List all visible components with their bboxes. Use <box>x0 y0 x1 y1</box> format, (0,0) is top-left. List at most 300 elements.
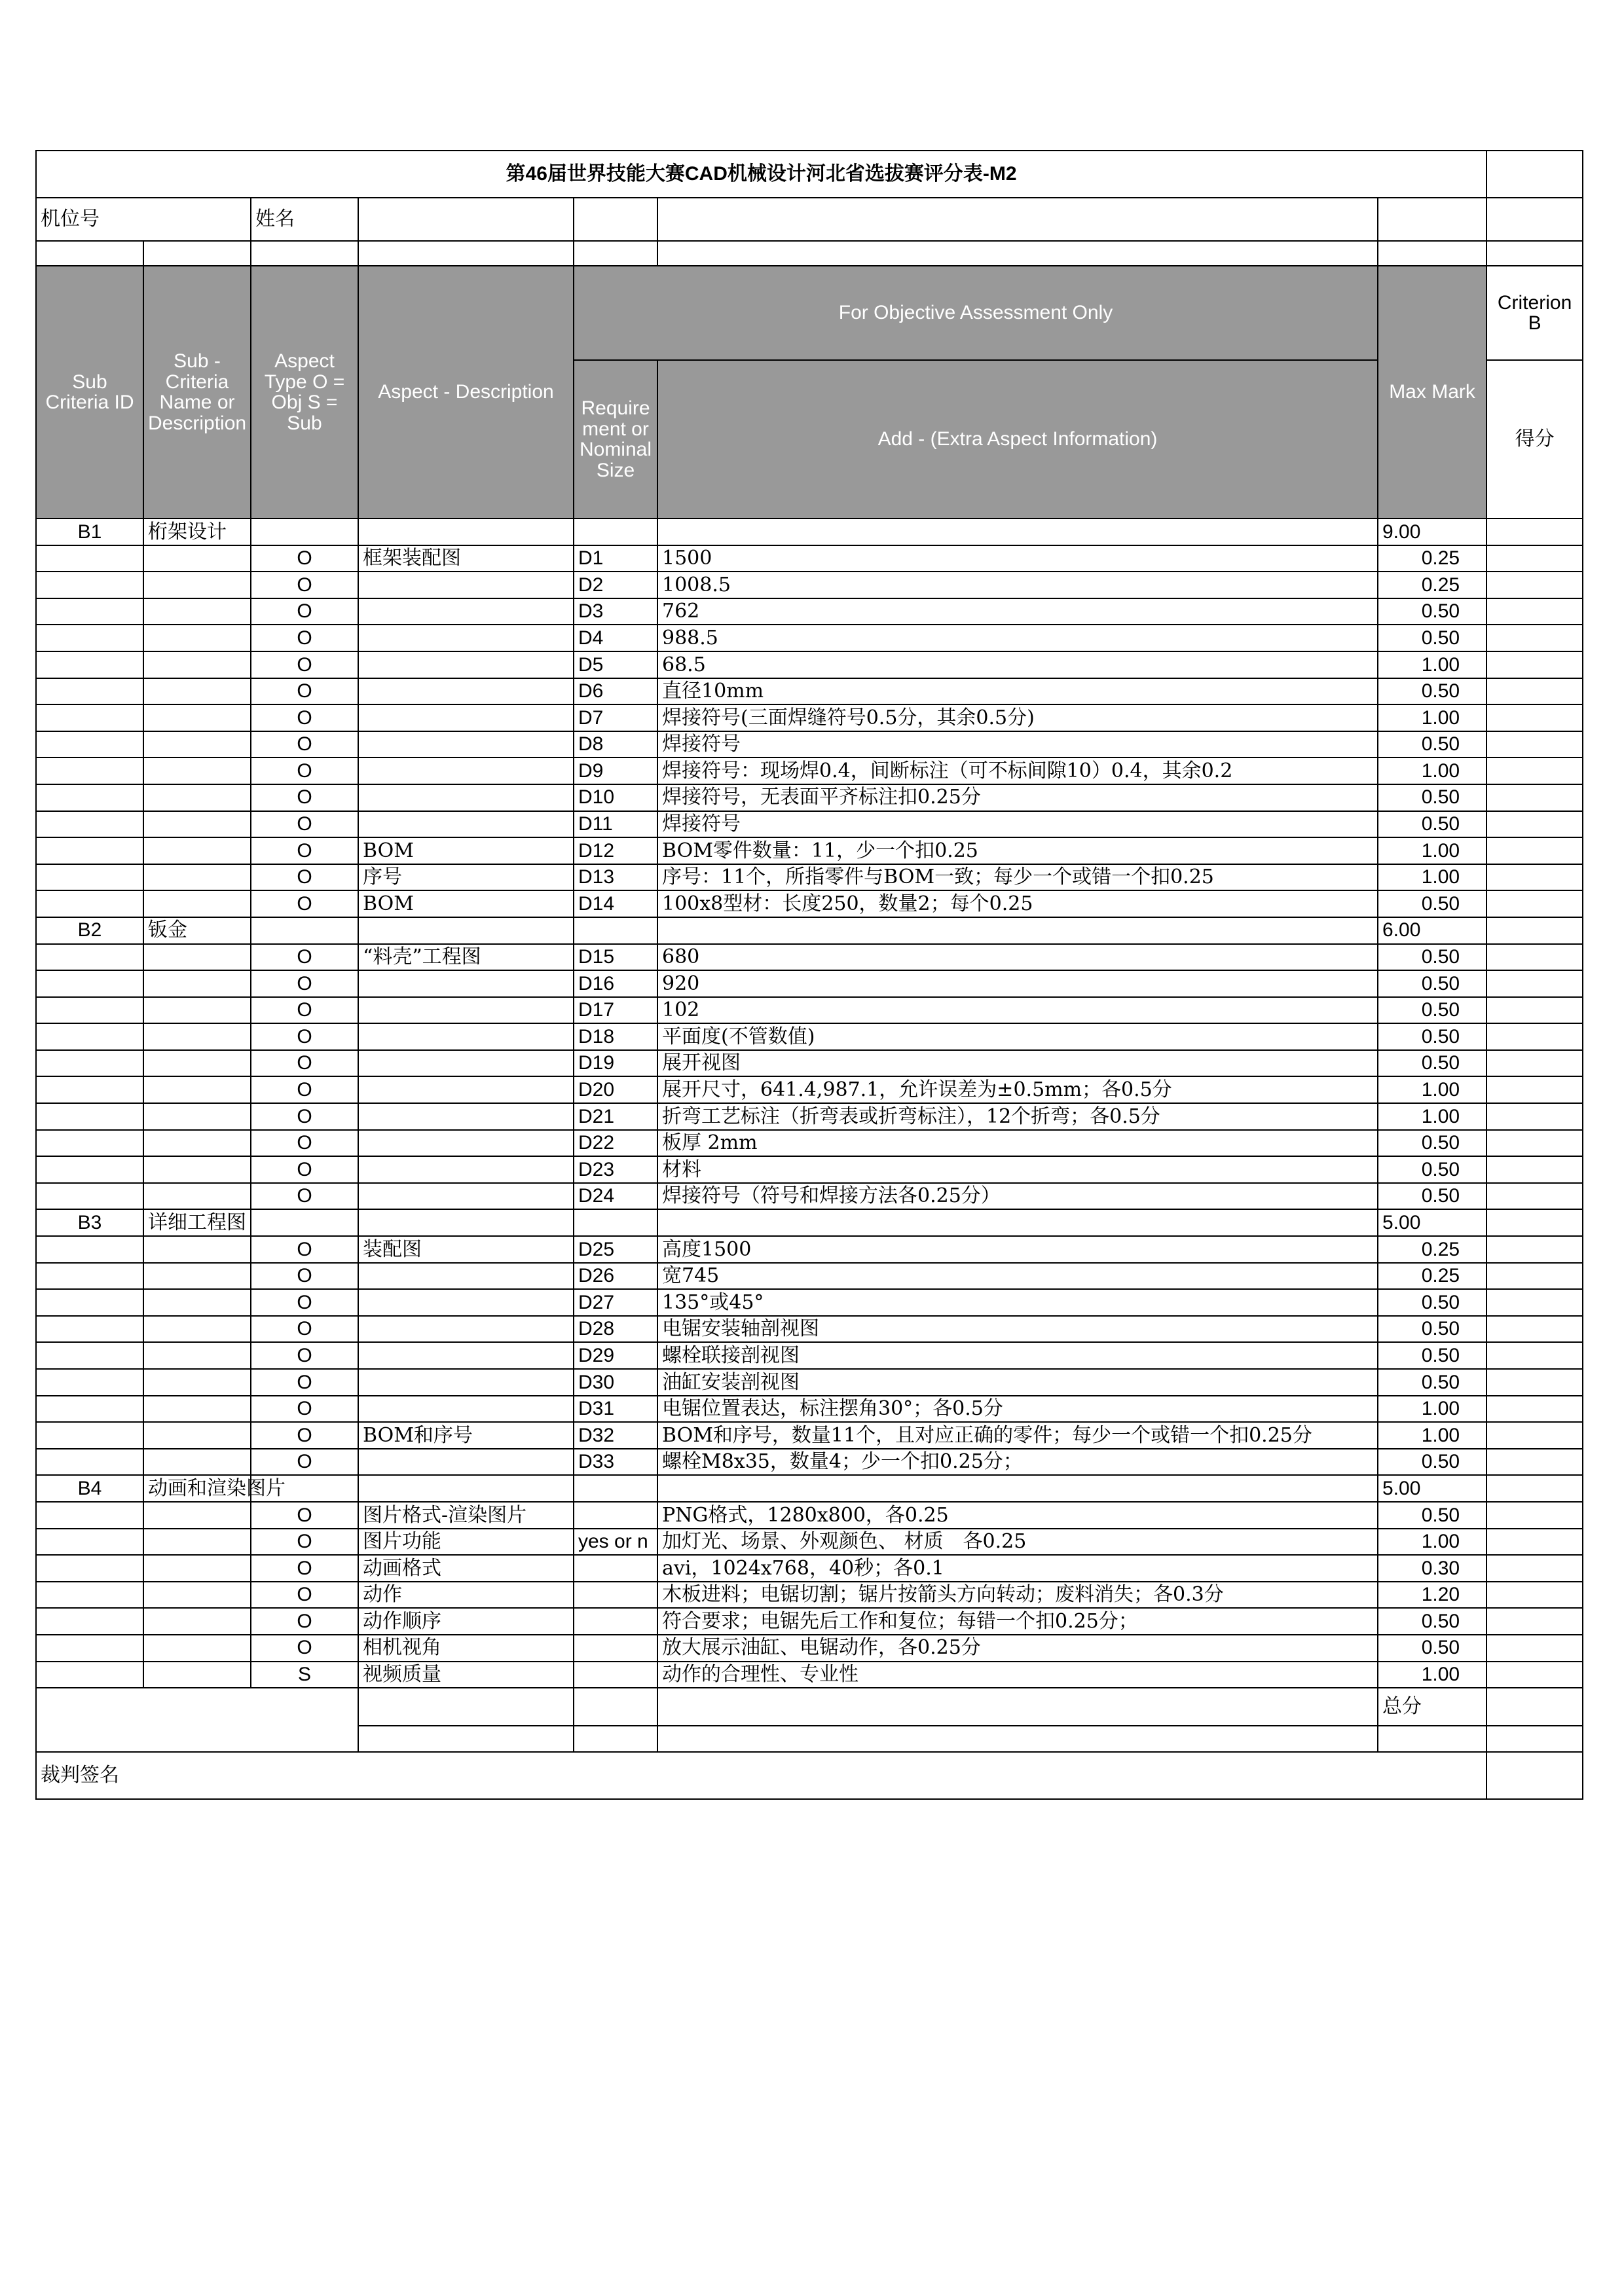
aspect-type-cell: O <box>251 1369 358 1396</box>
aspect-description-cell <box>358 1316 574 1343</box>
extra-info-cell: 油缸安装剖视图 <box>657 1369 1378 1396</box>
aspect-row <box>36 598 1583 625</box>
aspect-row <box>36 572 1583 598</box>
aspect-description-cell <box>358 917 574 944</box>
requirement-cell: D11 <box>574 811 657 838</box>
aspect-description-cell <box>358 519 574 545</box>
max-mark-cell: 5.00 <box>1378 1209 1486 1236</box>
score-input-cell[interactable] <box>1486 1608 1583 1635</box>
max-mark-cell: 1.00 <box>1378 837 1486 864</box>
requirement-cell <box>574 1502 657 1529</box>
score-input-cell[interactable] <box>1486 1369 1583 1396</box>
blank-cell <box>657 1726 1378 1752</box>
sub-criteria-id-cell <box>36 598 143 625</box>
aspect-description-cell: 视频质量 <box>358 1662 574 1688</box>
aspect-row <box>36 651 1583 678</box>
max-mark-cell: 1.00 <box>1378 1396 1486 1423</box>
sub-criteria-id-cell <box>36 1156 143 1183</box>
aspect-description-cell <box>358 678 574 705</box>
extra-info-cell: 100x8型材：长度250，数量2；每个0.25 <box>657 890 1378 917</box>
extra-info-cell: 折弯工艺标注（折弯表或折弯标注），12个折弯；各0.5分 <box>657 1103 1378 1130</box>
aspect-row <box>36 1529 1583 1556</box>
max-mark-cell: 0.50 <box>1378 731 1486 758</box>
score-input-cell[interactable] <box>1486 1529 1583 1556</box>
score-input-cell[interactable] <box>1486 1449 1583 1476</box>
aspect-type-cell: O <box>251 970 358 997</box>
extra-info-cell: 1500 <box>657 545 1378 572</box>
sub-criteria-name-cell <box>143 1289 251 1316</box>
extra-info-cell: 焊接符号 <box>657 811 1378 838</box>
requirement-cell <box>574 1582 657 1609</box>
score-input-cell[interactable] <box>1486 1396 1583 1423</box>
blank-cell <box>657 1688 1378 1726</box>
requirement-cell <box>574 519 657 545</box>
sub-criteria-id-cell <box>36 1608 143 1635</box>
aspect-description-cell <box>358 1209 574 1236</box>
aspect-row <box>36 890 1583 917</box>
extra-info-cell: 988.5 <box>657 625 1378 651</box>
blank-cell <box>1378 1726 1486 1752</box>
sub-criteria-name-cell <box>143 1076 251 1103</box>
blank-cell <box>36 241 143 266</box>
sub-criteria-name-cell <box>143 1635 251 1662</box>
sub-criteria-id-cell <box>36 811 143 838</box>
requirement-cell: D15 <box>574 944 657 971</box>
requirement-cell: D8 <box>574 731 657 758</box>
sub-criteria-id-cell <box>36 1635 143 1662</box>
sub-criteria-name-cell <box>143 1236 251 1263</box>
sheet-title: 第46届世界技能大赛CAD机械设计河北省选拔赛评分表-M2 <box>36 151 1486 198</box>
sub-criteria-name-cell <box>143 1449 251 1476</box>
aspect-type-cell: O <box>251 997 358 1024</box>
score-input-cell[interactable] <box>1486 837 1583 864</box>
aspect-row <box>36 1156 1583 1183</box>
extra-info-cell: 135°或45° <box>657 1289 1378 1316</box>
max-mark-cell: 0.50 <box>1378 970 1486 997</box>
aspect-row <box>36 1236 1583 1263</box>
sub-criteria-id-cell <box>36 1130 143 1157</box>
score-input-cell[interactable] <box>1486 1475 1583 1502</box>
blank-cell <box>1378 241 1486 266</box>
aspect-type-cell: O <box>251 598 358 625</box>
max-mark-cell: 5.00 <box>1378 1475 1486 1502</box>
aspect-description-cell <box>358 1023 574 1050</box>
extra-info-cell: 螺栓M8x35，数量4；少一个扣0.25分； <box>657 1449 1378 1476</box>
header-aspect-type: Aspect Type O = Obj S = Sub <box>251 266 358 519</box>
sub-criteria-id-cell <box>36 625 143 651</box>
score-input-cell[interactable] <box>1486 1023 1583 1050</box>
max-mark-cell: 0.50 <box>1378 997 1486 1024</box>
requirement-cell: D1 <box>574 545 657 572</box>
blank-cell <box>657 241 1378 266</box>
max-mark-cell: 6.00 <box>1378 917 1486 944</box>
requirement-cell <box>574 1555 657 1582</box>
requirement-cell: D19 <box>574 1050 657 1077</box>
sub-criteria-name-cell <box>143 1183 251 1210</box>
score-input-cell[interactable] <box>1486 1263 1583 1290</box>
sub-criteria-name-cell: 详细工程图 <box>143 1209 251 1236</box>
aspect-row <box>36 1076 1583 1103</box>
sub-criteria-id-cell <box>36 731 143 758</box>
score-input-cell[interactable] <box>1486 678 1583 705</box>
sub-criteria-id-cell <box>36 997 143 1024</box>
score-input-cell[interactable] <box>1486 731 1583 758</box>
sub-criteria-name-cell <box>143 997 251 1024</box>
score-input-cell[interactable] <box>1486 1316 1583 1343</box>
aspect-description-cell <box>358 997 574 1024</box>
sub-criteria-id-cell <box>36 1023 143 1050</box>
score-input-cell[interactable] <box>1486 890 1583 917</box>
aspect-type-cell: O <box>251 890 358 917</box>
aspect-row <box>36 1369 1583 1396</box>
header-objective-only: For Objective Assessment Only <box>574 266 1378 360</box>
title-blank-cell <box>1486 151 1583 198</box>
max-mark-cell: 1.00 <box>1378 1529 1486 1556</box>
sub-criteria-id-cell <box>36 1183 143 1210</box>
score-input-cell[interactable] <box>1486 1289 1583 1316</box>
aspect-type-cell: O <box>251 757 358 784</box>
extra-info-cell: 高度1500 <box>657 1236 1378 1263</box>
sub-criteria-name-cell <box>143 1316 251 1343</box>
score-input-cell[interactable] <box>1486 704 1583 731</box>
aspect-row <box>36 1555 1583 1582</box>
score-input-cell[interactable] <box>1486 545 1583 572</box>
aspect-description-cell: 相机视角 <box>358 1635 574 1662</box>
header-score: 得分 <box>1486 360 1583 519</box>
aspect-description-cell: 装配图 <box>358 1236 574 1263</box>
aspect-type-cell: O <box>251 1076 358 1103</box>
max-mark-cell: 0.50 <box>1378 625 1486 651</box>
aspect-type-cell: O <box>251 1316 358 1343</box>
aspect-row <box>36 625 1583 651</box>
extra-info-cell: 焊接符号 <box>657 731 1378 758</box>
max-mark-cell: 1.00 <box>1378 757 1486 784</box>
requirement-cell <box>574 1662 657 1688</box>
aspect-description-cell <box>358 1449 574 1476</box>
score-input-cell[interactable] <box>1486 572 1583 598</box>
score-input-cell[interactable] <box>1486 864 1583 891</box>
score-input-cell[interactable] <box>1486 1502 1583 1529</box>
blank-cell <box>143 241 251 266</box>
seat-number-label: 机位号 <box>36 198 251 241</box>
sub-criteria-id-cell <box>36 890 143 917</box>
header-extra-info: Add - (Extra Aspect Information) <box>657 360 1378 519</box>
aspect-description-cell: “料壳”工程图 <box>358 944 574 971</box>
extra-info-cell: 焊接符号，无表面平齐标注扣0.25分 <box>657 784 1378 811</box>
sub-criteria-id-cell <box>36 757 143 784</box>
max-mark-cell: 1.00 <box>1378 1076 1486 1103</box>
sub-criteria-name-cell <box>143 1396 251 1423</box>
extra-info-cell: 平面度(不管数值) <box>657 1023 1378 1050</box>
name-input-cell[interactable] <box>358 198 574 241</box>
aspect-type-cell: O <box>251 1635 358 1662</box>
score-input-cell[interactable] <box>1486 1635 1583 1662</box>
requirement-cell: D4 <box>574 625 657 651</box>
score-input-cell[interactable] <box>1486 1183 1583 1210</box>
score-input-cell[interactable] <box>1486 1662 1583 1688</box>
aspect-type-cell: O <box>251 1342 358 1369</box>
aspect-row <box>36 1103 1583 1130</box>
aspect-description-cell <box>358 1050 574 1077</box>
max-mark-cell: 1.00 <box>1378 1422 1486 1449</box>
score-input-cell[interactable] <box>1486 944 1583 971</box>
sub-criteria-id-cell <box>36 1263 143 1290</box>
header-criterion: Criterion B <box>1486 266 1583 360</box>
sub-criteria-id-cell: B1 <box>36 519 143 545</box>
extra-info-cell: avi，1024x768，40秒；各0.1 <box>657 1555 1378 1582</box>
score-input-cell[interactable] <box>1486 1582 1583 1609</box>
aspect-row <box>36 944 1583 971</box>
score-input-cell[interactable] <box>1486 1076 1583 1103</box>
aspect-row <box>36 1130 1583 1157</box>
aspect-description-cell <box>358 970 574 997</box>
score-input-cell[interactable] <box>1486 1130 1583 1157</box>
sub-criteria-id-cell <box>36 545 143 572</box>
sub-criteria-id-cell <box>36 1236 143 1263</box>
aspect-row <box>36 1502 1583 1529</box>
score-input-cell[interactable] <box>1486 1103 1583 1130</box>
score-input-cell[interactable] <box>1486 651 1583 678</box>
extra-info-cell: BOM零件数量：11，少一个扣0.25 <box>657 837 1378 864</box>
max-mark-cell: 0.50 <box>1378 1023 1486 1050</box>
score-input-cell[interactable] <box>1486 1209 1583 1236</box>
aspect-row <box>36 1183 1583 1210</box>
aspect-row <box>36 784 1583 811</box>
blank-cell <box>1378 198 1486 241</box>
aspect-row <box>36 1608 1583 1635</box>
score-input-cell[interactable] <box>1486 757 1583 784</box>
aspect-description-cell <box>358 757 574 784</box>
aspect-description-cell: 动作 <box>358 1582 574 1609</box>
score-input-cell[interactable] <box>1486 1050 1583 1077</box>
aspect-type-cell <box>251 519 358 545</box>
sub-criteria-name-cell <box>143 784 251 811</box>
max-mark-cell: 0.50 <box>1378 944 1486 971</box>
sub-criteria-id-cell <box>36 1662 143 1688</box>
sub-criteria-name-cell <box>143 1529 251 1556</box>
sub-criteria-id-cell <box>36 1502 143 1529</box>
aspect-type-cell: O <box>251 1608 358 1635</box>
extra-info-cell: PNG格式，1280x800，各0.25 <box>657 1502 1378 1529</box>
aspect-row <box>36 704 1583 731</box>
sub-criteria-id-cell <box>36 1342 143 1369</box>
extra-info-cell: 序号：11个，所指零件与BOM一致；每少一个或错一个扣0.25 <box>657 864 1378 891</box>
requirement-cell: D27 <box>574 1289 657 1316</box>
score-input-cell[interactable] <box>1486 519 1583 545</box>
aspect-row <box>36 1263 1583 1290</box>
max-mark-cell: 0.25 <box>1378 1236 1486 1263</box>
requirement-cell: D12 <box>574 837 657 864</box>
max-mark-cell: 1.20 <box>1378 1582 1486 1609</box>
sub-criteria-name-cell <box>143 1130 251 1157</box>
sub-criteria-name-cell <box>143 678 251 705</box>
aspect-row <box>36 1582 1583 1609</box>
score-input-cell[interactable] <box>1486 784 1583 811</box>
sub-criteria-name-cell <box>143 572 251 598</box>
aspect-row <box>36 545 1583 572</box>
requirement-cell: D23 <box>574 1156 657 1183</box>
aspect-description-cell: 框架装配图 <box>358 545 574 572</box>
judge-signature-input[interactable] <box>1486 1752 1583 1799</box>
score-input-cell[interactable] <box>1486 1236 1583 1263</box>
max-mark-cell: 0.50 <box>1378 1289 1486 1316</box>
requirement-cell: D10 <box>574 784 657 811</box>
sub-criteria-name-cell <box>143 1608 251 1635</box>
aspect-description-cell <box>358 1130 574 1157</box>
blank-cell <box>574 1726 657 1752</box>
score-input-cell[interactable] <box>1486 1555 1583 1582</box>
sub-criteria-name-cell <box>143 1502 251 1529</box>
score-input-cell[interactable] <box>1486 970 1583 997</box>
sub-criteria-id-cell <box>36 864 143 891</box>
max-mark-cell: 1.00 <box>1378 864 1486 891</box>
sub-criteria-id-cell <box>36 784 143 811</box>
extra-info-cell: 放大展示油缸、电锯动作，各0.25分 <box>657 1635 1378 1662</box>
requirement-cell: D28 <box>574 1316 657 1343</box>
max-mark-cell: 0.25 <box>1378 572 1486 598</box>
extra-info-cell: 680 <box>657 944 1378 971</box>
sub-criteria-name-cell <box>143 704 251 731</box>
requirement-cell: D3 <box>574 598 657 625</box>
extra-info-cell: 68.5 <box>657 651 1378 678</box>
requirement-cell: D16 <box>574 970 657 997</box>
aspect-row <box>36 678 1583 705</box>
sub-criteria-name-cell <box>143 731 251 758</box>
aspect-type-cell: O <box>251 572 358 598</box>
aspect-row <box>36 1316 1583 1343</box>
extra-info-cell: 1008.5 <box>657 572 1378 598</box>
max-mark-cell: 0.50 <box>1378 1369 1486 1396</box>
aspect-type-cell: O <box>251 1156 358 1183</box>
blank-cell <box>657 198 1378 241</box>
blank-cell <box>574 1688 657 1726</box>
requirement-cell: D25 <box>574 1236 657 1263</box>
aspect-description-cell: 图片格式-渲染图片 <box>358 1502 574 1529</box>
scoring-sheet <box>35 150 1583 1800</box>
blank-cell <box>358 1688 574 1726</box>
aspect-description-cell: 图片功能 <box>358 1529 574 1556</box>
extra-info-cell: 焊接符号：现场焊0.4，间断标注（可不标间隙10）0.4，其余0.2 <box>657 757 1378 784</box>
score-input-cell[interactable] <box>1486 811 1583 838</box>
requirement-cell: yes or n <box>574 1529 657 1556</box>
aspect-row <box>36 1449 1583 1476</box>
aspect-row <box>36 1422 1583 1449</box>
aspect-description-cell: BOM和序号 <box>358 1422 574 1449</box>
max-mark-cell: 1.00 <box>1378 651 1486 678</box>
sub-criteria-id-cell <box>36 1396 143 1423</box>
header-sub-criteria-id: Sub Criteria ID <box>36 266 143 519</box>
aspect-type-cell: O <box>251 1023 358 1050</box>
aspect-type-cell <box>251 917 358 944</box>
score-input-cell[interactable] <box>1486 1342 1583 1369</box>
extra-info-cell: 焊接符号（符号和焊接方法各0.25分） <box>657 1183 1378 1210</box>
extra-info-cell: 762 <box>657 598 1378 625</box>
aspect-description-cell <box>358 1342 574 1369</box>
aspect-type-cell: O <box>251 1396 358 1423</box>
requirement-cell: D7 <box>574 704 657 731</box>
requirement-cell <box>574 1608 657 1635</box>
aspect-description-cell <box>358 598 574 625</box>
max-mark-cell: 0.25 <box>1378 545 1486 572</box>
sub-criteria-id-cell <box>36 970 143 997</box>
extra-info-cell: 板厚 2mm <box>657 1130 1378 1157</box>
aspect-type-cell: O <box>251 1289 358 1316</box>
aspect-description-cell <box>358 731 574 758</box>
aspect-row <box>36 837 1583 864</box>
header-requirement: Requirement or Nominal Size <box>574 360 657 519</box>
blank-cell <box>1486 1726 1583 1752</box>
extra-info-cell: 直径10mm <box>657 678 1378 705</box>
aspect-description-cell: 动画格式 <box>358 1555 574 1582</box>
requirement-cell: D14 <box>574 890 657 917</box>
aspect-row <box>36 1342 1583 1369</box>
requirement-cell: D5 <box>574 651 657 678</box>
sub-criteria-name-cell <box>143 1422 251 1449</box>
sub-criteria-name-cell <box>143 811 251 838</box>
max-mark-cell: 9.00 <box>1378 519 1486 545</box>
aspect-row <box>36 1289 1583 1316</box>
requirement-cell: D29 <box>574 1342 657 1369</box>
extra-info-cell: 102 <box>657 997 1378 1024</box>
sub-criteria-id-cell: B2 <box>36 917 143 944</box>
aspect-type-cell: O <box>251 864 358 891</box>
extra-info-cell: 电锯安装轴剖视图 <box>657 1316 1378 1343</box>
score-input-cell[interactable] <box>1486 917 1583 944</box>
score-input-cell[interactable] <box>1486 1156 1583 1183</box>
sub-criteria-id-cell <box>36 837 143 864</box>
aspect-type-cell: O <box>251 1183 358 1210</box>
blank-cell <box>1486 198 1583 241</box>
sub-criteria-name-cell <box>143 970 251 997</box>
sub-criteria-row <box>36 917 1583 944</box>
sub-criteria-id-cell <box>36 678 143 705</box>
blank-cell <box>358 241 574 266</box>
requirement-cell: D20 <box>574 1076 657 1103</box>
aspect-type-cell: O <box>251 1555 358 1582</box>
aspect-type-cell: O <box>251 1263 358 1290</box>
blank-cell <box>358 1726 574 1752</box>
extra-info-cell: 材料 <box>657 1156 1378 1183</box>
score-input-cell[interactable] <box>1486 598 1583 625</box>
requirement-cell <box>574 917 657 944</box>
score-input-cell[interactable] <box>1486 1422 1583 1449</box>
aspect-description-cell <box>358 704 574 731</box>
max-mark-cell: 1.00 <box>1378 1662 1486 1688</box>
requirement-cell: D6 <box>574 678 657 705</box>
max-mark-cell: 0.50 <box>1378 1608 1486 1635</box>
sub-criteria-name-cell <box>143 598 251 625</box>
total-score-label: 总分 <box>1378 1688 1486 1726</box>
sub-criteria-id-cell <box>36 1555 143 1582</box>
sub-criteria-name-cell: 动画和渲染图片 <box>143 1475 251 1502</box>
header-aspect-description: Aspect - Description <box>358 266 574 519</box>
sub-criteria-name-cell <box>143 1582 251 1609</box>
sub-criteria-id-cell <box>36 1582 143 1609</box>
blank-cell <box>574 198 657 241</box>
aspect-type-cell: O <box>251 1050 358 1077</box>
aspect-type-cell: O <box>251 1236 358 1263</box>
aspect-description-cell: 序号 <box>358 864 574 891</box>
max-mark-cell: 0.50 <box>1378 1449 1486 1476</box>
max-mark-cell: 0.50 <box>1378 1342 1486 1369</box>
score-input-cell[interactable] <box>1486 625 1583 651</box>
score-input-cell[interactable] <box>1486 997 1583 1024</box>
max-mark-cell: 0.50 <box>1378 678 1486 705</box>
sub-criteria-id-cell <box>36 1289 143 1316</box>
extra-info-cell: 螺栓联接剖视图 <box>657 1342 1378 1369</box>
sub-criteria-id-cell <box>36 651 143 678</box>
total-score-input[interactable] <box>1486 1688 1583 1726</box>
